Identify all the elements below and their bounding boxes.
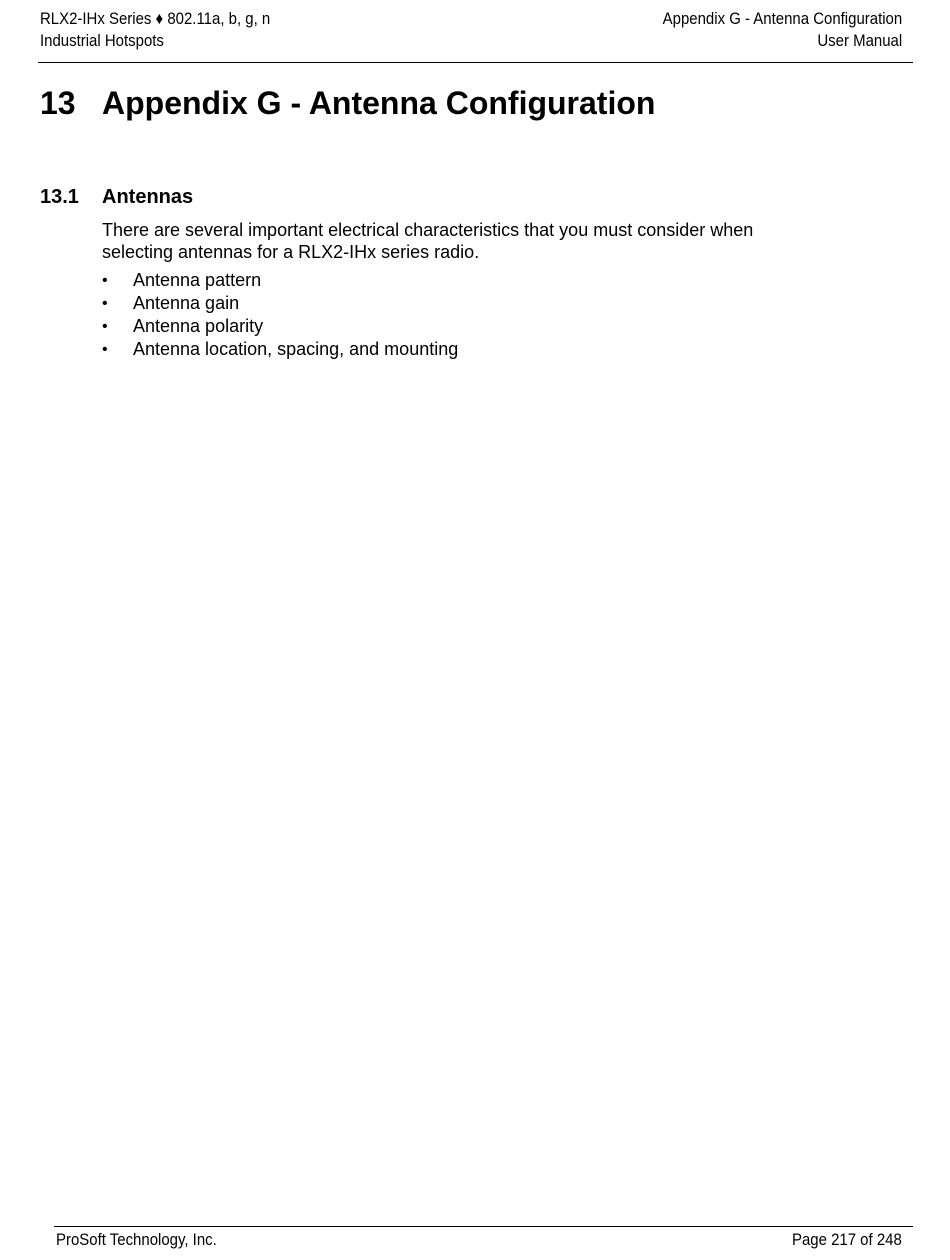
list-item [102, 315, 458, 338]
list-item [102, 292, 458, 315]
list-item-text: Antenna location, spacing, and mounting [133, 339, 459, 359]
footer-company: ProSoft Technology, Inc. [56, 1230, 217, 1249]
list-item-text: Antenna pattern [133, 270, 262, 290]
running-header-left [40, 8, 270, 52]
section-title: Antennas [102, 186, 194, 208]
page-number: Page 217 of 248 [792, 1230, 902, 1249]
list-item [102, 338, 458, 361]
running-header-right [662, 8, 902, 52]
chapter-number: 13 [40, 85, 76, 121]
product-series: RLX2-IHx Series ♦ 802.11a, b, g, n [40, 9, 271, 28]
section-paragraph: There are several important electrical characteristics that you must consider when selecting antennas for a RLX2-IHx series radio. [102, 220, 754, 262]
bullet-icon: • [102, 272, 108, 289]
document-type: User Manual [817, 31, 902, 50]
chapter-title: Appendix G - Antenna Configuration [102, 85, 656, 121]
footer-divider [54, 1226, 913, 1227]
list-item-text: Antenna gain [133, 293, 240, 313]
bullet-list [102, 269, 458, 361]
list-item-text: Antenna polarity [133, 316, 264, 336]
list-item [102, 269, 458, 292]
product-line: Industrial Hotspots [40, 31, 164, 50]
bullet-icon: • [102, 295, 108, 312]
section-number: 13.1 [40, 186, 79, 208]
chapter-running-title: Appendix G - Antenna Configuration [662, 9, 902, 28]
bullet-icon: • [102, 318, 108, 335]
bullet-icon: • [102, 341, 108, 358]
header-divider [38, 62, 913, 63]
